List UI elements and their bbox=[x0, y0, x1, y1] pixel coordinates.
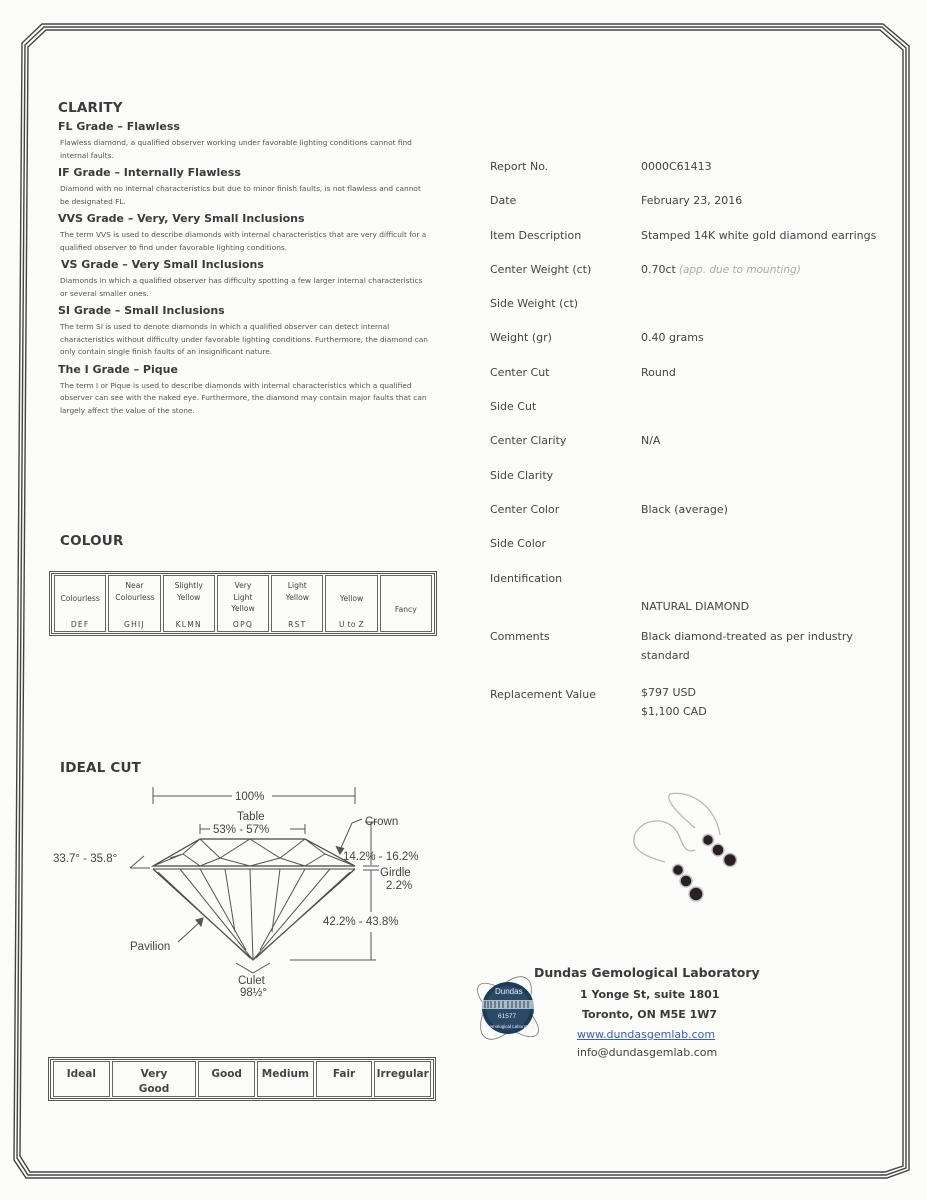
lab-address-line2: Toronto, ON M5E 1W7 bbox=[582, 1008, 718, 1021]
detail-row-side-clarity bbox=[490, 465, 900, 499]
detail-value: 0.40 grams bbox=[641, 331, 704, 345]
detail-value-wrap bbox=[641, 263, 801, 276]
detail-value: Black (average) bbox=[641, 502, 728, 516]
detail-row-identification bbox=[490, 568, 900, 626]
detail-value: 0000C61413 bbox=[641, 160, 712, 173]
lab-contact-block bbox=[534, 965, 794, 1059]
colour-scale-table bbox=[49, 571, 437, 636]
colour-grades: DEF bbox=[70, 620, 90, 629]
colour-name: Colourless bbox=[60, 594, 100, 603]
grade-title-si: SI Grade – Small Inclusions bbox=[58, 304, 225, 317]
detail-value: February 23, 2016 bbox=[641, 194, 743, 208]
detail-label: Center Cut bbox=[490, 365, 550, 379]
detail-label: Item Description bbox=[490, 228, 582, 242]
crown-height: 14.2% - 16.2% bbox=[343, 851, 419, 863]
grade-title-vs: VS Grade – Very Small Inclusions bbox=[61, 258, 264, 271]
grade-desc-if: Diamond with no internal characteristics but due to minor finish faults, is not flawless and cannot be designated FL. bbox=[60, 184, 421, 206]
detail-label: Replacement Value bbox=[490, 687, 596, 701]
colour-grades: OPQ bbox=[232, 620, 254, 629]
earrings-photo bbox=[620, 790, 740, 920]
colour-name: Fancy bbox=[394, 605, 417, 614]
clarity-title: CLARITY bbox=[58, 100, 123, 116]
lab-website-link[interactable]: www.dundasgemlab.com bbox=[577, 1028, 716, 1041]
colour-cell-colourless bbox=[54, 575, 106, 632]
grade-desc-i: The term I or Pique is used to describe diamonds with internal characteristics which a qualified observer can see with the naked eye. Furthermore, the diamond may contain major faults that can largely affect the value of the stone. bbox=[60, 380, 427, 415]
detail-label: Side Cut bbox=[490, 400, 537, 414]
detail-value: Stamped 14K white gold diamond earrings bbox=[641, 228, 877, 242]
detail-row-center-weight bbox=[490, 259, 900, 293]
colour-cell-fancy bbox=[380, 575, 432, 632]
detail-label: Side Weight (ct) bbox=[490, 297, 579, 311]
colour-grades: RST bbox=[288, 620, 307, 629]
detail-label: Weight (gr) bbox=[490, 331, 552, 345]
seal-top-text: Dundas bbox=[495, 987, 523, 996]
colour-name: Very Light Yellow bbox=[231, 581, 255, 613]
colour-grades: KLMN bbox=[175, 620, 202, 629]
grade-desc-vvs: The term VVS is used to describe diamonds with internal characteristics that are very difficult for a qualified observer to find under favorable lighting conditions. bbox=[60, 230, 427, 252]
lab-address-line1: 1 Yonge St, suite 1801 bbox=[580, 988, 720, 1001]
colour-grades: GHIJ bbox=[123, 620, 145, 629]
table-label: Table bbox=[237, 811, 265, 823]
cut-grade-fair: Fair bbox=[316, 1061, 373, 1097]
detail-row-weight bbox=[490, 327, 900, 361]
colour-cell-light-yellow bbox=[271, 575, 323, 632]
girdle-label: Girdle bbox=[380, 867, 411, 879]
detail-value: 0.70ct bbox=[641, 262, 676, 276]
colour-cell-yellow bbox=[325, 575, 377, 632]
girdle-value: 2.2% bbox=[386, 880, 413, 892]
grade-desc-fl: Flawless diamond, a qualified observer working under favorable lighting conditions cannot find internal faults. bbox=[60, 138, 412, 160]
pavilion-label: Pavilion bbox=[130, 941, 171, 953]
lab-email[interactable]: info@dundasgemlab.com bbox=[577, 1046, 718, 1059]
grade-title-i: The I Grade – Pique bbox=[58, 362, 178, 376]
colour-title: COLOUR bbox=[60, 533, 124, 549]
colour-name: Slightly Yellow bbox=[174, 581, 203, 602]
detail-label: Center Color bbox=[490, 502, 560, 516]
detail-row-center-cut bbox=[490, 362, 900, 396]
grade-desc-vs: Diamonds in which a qualified observer has difficulty spotting a few larger internal characteristics or several smaller ones. bbox=[60, 276, 423, 298]
culet-angle: 98½° bbox=[240, 987, 267, 999]
colour-name: Yellow bbox=[339, 594, 364, 603]
detail-value: N/A bbox=[641, 434, 661, 448]
colour-name: Light Yellow bbox=[285, 581, 309, 602]
clarity-section bbox=[58, 100, 428, 417]
cut-grade-irregular: Irregular bbox=[374, 1061, 431, 1097]
detail-value-wrap bbox=[641, 683, 707, 721]
detail-row-replacement-value bbox=[490, 684, 900, 718]
detail-row-comments bbox=[490, 626, 900, 684]
seal-number: 61577 bbox=[498, 1013, 517, 1020]
colour-cell-very-light-yellow bbox=[217, 575, 269, 632]
detail-label: Comments bbox=[490, 629, 550, 643]
cut-grade-ideal: Ideal bbox=[53, 1061, 110, 1097]
detail-value: Black diamond-treated as per industry standard bbox=[641, 629, 853, 662]
cut-grade-very-good: Very Good bbox=[112, 1061, 197, 1097]
lab-name: Dundas Gemological Laboratory bbox=[534, 965, 760, 980]
detail-row-center-clarity bbox=[490, 430, 900, 464]
culet-label: Culet bbox=[238, 975, 265, 987]
grade-title-vvs: VVS Grade – Very, Very Small Inclusions bbox=[58, 212, 305, 225]
diamond-proportions-diagram bbox=[50, 782, 450, 1012]
report-details bbox=[490, 156, 900, 718]
detail-label: Side Color bbox=[490, 537, 547, 551]
cut-grade-good: Good bbox=[198, 1061, 255, 1097]
detail-note: (app. due to mounting) bbox=[678, 263, 801, 276]
grade-title-fl: FL Grade – Flawless bbox=[58, 120, 180, 133]
detail-row-side-color bbox=[490, 533, 900, 567]
replacement-value-usd: $797 USD bbox=[641, 685, 696, 699]
crown-angle: 33.7° - 35.8° bbox=[53, 853, 118, 865]
detail-row-side-weight bbox=[490, 293, 900, 327]
detail-value: Round bbox=[641, 365, 676, 379]
detail-row-report-no bbox=[490, 156, 900, 190]
colour-cell-near-colourless bbox=[108, 575, 160, 632]
grade-title-if: IF Grade – Internally Flawless bbox=[58, 166, 241, 179]
colour-name: Near Colourless bbox=[115, 581, 155, 602]
pavilion-depth: 42.2% - 43.8% bbox=[323, 916, 399, 928]
colour-grades: U to Z bbox=[339, 620, 365, 629]
detail-value: NATURAL DIAMOND bbox=[641, 599, 750, 613]
colour-cell-slightly-yellow bbox=[163, 575, 215, 632]
grade-desc-si: The term SI is used to denote diamonds in which a qualified observer can detect internal characteristics without difficulty under favorable lighting conditions. Furthermore, the diamond can only contain single finish faults of an insignificant nature. bbox=[60, 322, 428, 356]
detail-label: Date bbox=[490, 194, 517, 208]
table-range: 53% - 57% bbox=[213, 824, 270, 836]
cut-grade-medium: Medium bbox=[257, 1061, 314, 1097]
crown-label: Crown bbox=[365, 816, 399, 828]
detail-row-date bbox=[490, 190, 900, 224]
cut-grade-table bbox=[48, 1057, 436, 1101]
detail-row-item-description bbox=[490, 225, 900, 259]
detail-row-side-cut bbox=[490, 396, 900, 430]
detail-row-center-color bbox=[490, 499, 900, 533]
detail-label: Report No. bbox=[490, 160, 549, 173]
detail-label: Center Clarity bbox=[490, 434, 567, 448]
ideal-cut-title: IDEAL CUT bbox=[60, 760, 142, 776]
detail-label: Side Clarity bbox=[490, 468, 554, 482]
detail-label: Identification bbox=[490, 571, 563, 585]
replacement-value-cad: $1,100 CAD bbox=[641, 704, 707, 718]
diameter-label: 100% bbox=[235, 791, 265, 803]
seal-bottom-text: Gemological Laboratory bbox=[486, 1024, 534, 1029]
detail-label: Center Weight (ct) bbox=[490, 262, 592, 276]
